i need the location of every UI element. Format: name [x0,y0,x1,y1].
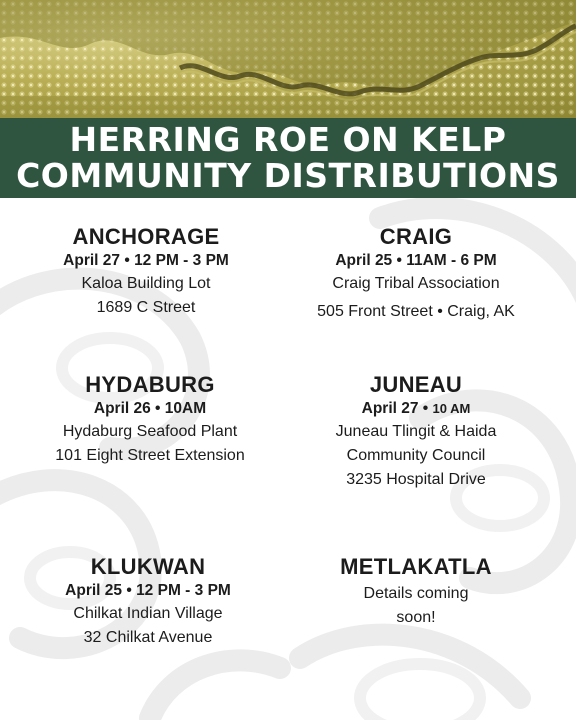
event-time: 10 AM [432,401,471,416]
event-location: Hydaburg Seafood Plant [62,423,238,440]
event-metlakatla [272,554,560,630]
event-date [272,398,560,420]
event-location: Chilkat Indian Village [73,605,223,622]
event-hydaburg [6,372,294,468]
event-address: 3235 Hospital Drive [346,471,486,488]
event-date: April 26 • 10AM [93,400,207,417]
event-location-2: Community Council [346,447,486,464]
title-banner [0,118,576,198]
event-date: April 27 • 12 PM - 3 PM [63,252,229,269]
title-line-1: HERRING ROE ON KELP [69,120,507,159]
hero-roe-image [0,0,576,118]
event-city: HYDABURG [85,372,215,397]
event-city: METLAKATLA [340,554,492,579]
event-address: 101 Eight Street Extension [55,447,245,464]
event-location: Craig Tribal Association [332,275,500,292]
event-address: 505 Front Street • Craig, AK [317,303,515,320]
event-city: ANCHORAGE [72,224,220,249]
event-location: Juneau Tlingit & Haida [335,423,497,440]
distribution-events [0,198,576,720]
event-date: April 25 • 12 PM - 3 PM [65,582,231,599]
event-juneau [272,372,560,492]
event-city: KLUKWAN [90,554,206,579]
event-date-main: April 27 • [361,400,429,417]
event-address: 1689 C Street [96,299,196,316]
event-city: CRAIG [379,224,453,249]
event-anchorage [2,224,290,320]
event-details: Details coming [363,585,469,602]
event-craig [272,224,560,324]
event-city: JUNEAU [369,372,463,397]
event-details-2: soon! [396,609,436,626]
event-address: 32 Chilkat Avenue [83,629,213,646]
roe-texture [0,0,576,118]
event-date: April 25 • 11AM - 6 PM [335,252,497,269]
event-klukwan [4,554,292,650]
title-line-2: COMMUNITY DISTRIBUTIONS [16,156,560,195]
event-location: Kaloa Building Lot [81,275,211,292]
